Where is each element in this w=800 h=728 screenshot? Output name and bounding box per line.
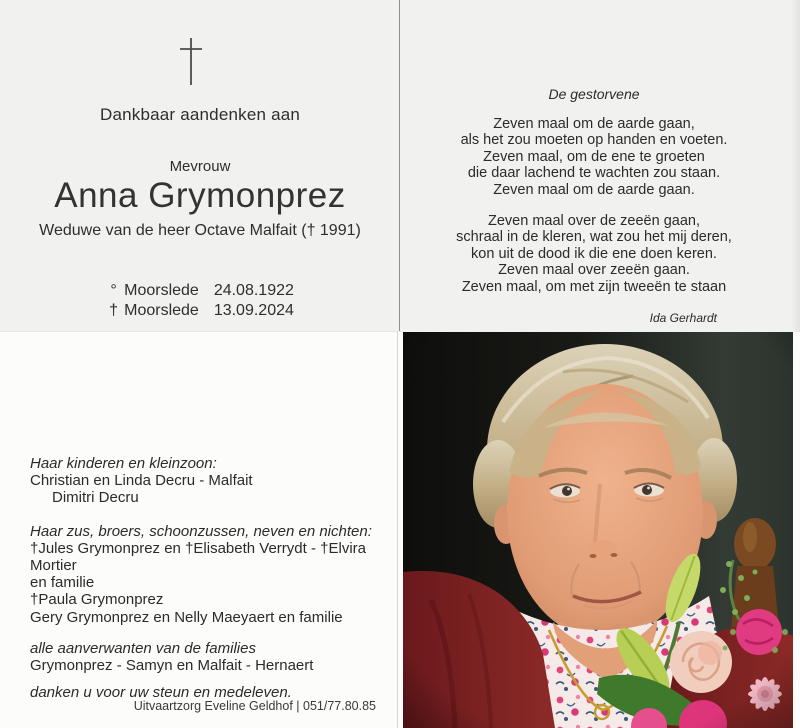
poem-line: Zeven maal, om met zijn tweeën te staan [461,278,727,295]
poem-stanza-1 [405,116,783,199]
deceased-name: Anna Grymonprez [54,176,346,215]
poem-line: Zeven maal om de aarde gaan. [493,181,695,198]
poem-line: die daar lachend te wachten zou staan. [467,165,721,182]
poem-line: Zeven maal over de zeeën gaan, [488,212,700,229]
poem-line: Zeven maal, om de ene te groeten [483,148,705,165]
card-front-section [0,0,400,332]
family-line: Christian en Linda Decru - Malfait [30,472,253,490]
birth-place: Moorslede [124,282,199,299]
poem-section [405,86,783,326]
poem-title: De gestorvene [548,86,640,102]
poem-stanza-2 [405,213,783,296]
vertical-fold-line-bottom [397,332,398,728]
dedication-text: Dankbaar aandenken aan [99,105,301,124]
death-place: Moorslede [124,302,199,319]
siblings-heading: Haar zus, broers, schoonzussen, neven en nichten: [30,522,372,540]
birth-symbol: ° [110,282,117,299]
birth-date: 24.08.1922 [213,282,294,299]
poem-line: als het zou moeten op handen en voeten. [460,132,728,149]
children-group [30,455,384,507]
family-line: en familie [30,574,95,592]
families-group [30,640,384,674]
death-symbol: † [109,302,119,319]
life-dates [0,281,400,321]
death-date: 13.09.2024 [213,302,294,319]
siblings-group [30,523,384,626]
family-line: †Paula Grymonprez [30,591,164,609]
poem-line: kon uit de dood ik die ene doen keren. [471,245,717,262]
family-line: †Jules Grymonprez en †Elisabeth Verrydt - †Elvira Mortier [30,539,366,575]
families-heading: alle aanverwanten van de families [30,639,256,657]
widow-line: Weduwe van de heer Octave Malfait († 1991) [39,222,361,239]
poem-author: Ida Gerhardt [649,310,717,325]
funeral-home-footer: Uitvaartzorg Eveline Geldhof | 051/77.80.85 [133,699,376,713]
acknowledgement-section [30,455,384,701]
birth-row [106,281,294,301]
death-row [106,301,294,321]
poem-line: schraal in de kleren, wat zou het mij deren, [456,229,732,246]
portrait-photo [403,332,793,728]
family-line: Dimitri Decru [52,489,139,507]
thanks-line: danken u voor uw steun en medeleven. [30,684,292,702]
family-line: Grymonprez - Samyn en Malfait - Hernaert [30,657,314,675]
children-heading: Haar kinderen en kleinzoon: [30,455,217,472]
salutation-text: Mevrouw [169,158,231,175]
poem-line: Zeven maal om de aarde gaan, [493,115,695,132]
cross-icon [177,37,205,87]
family-line: Gery Grymonprez en Nelly Maeyaert en familie [30,608,343,626]
poem-line: Zeven maal over zeeën gaan. [498,262,690,279]
